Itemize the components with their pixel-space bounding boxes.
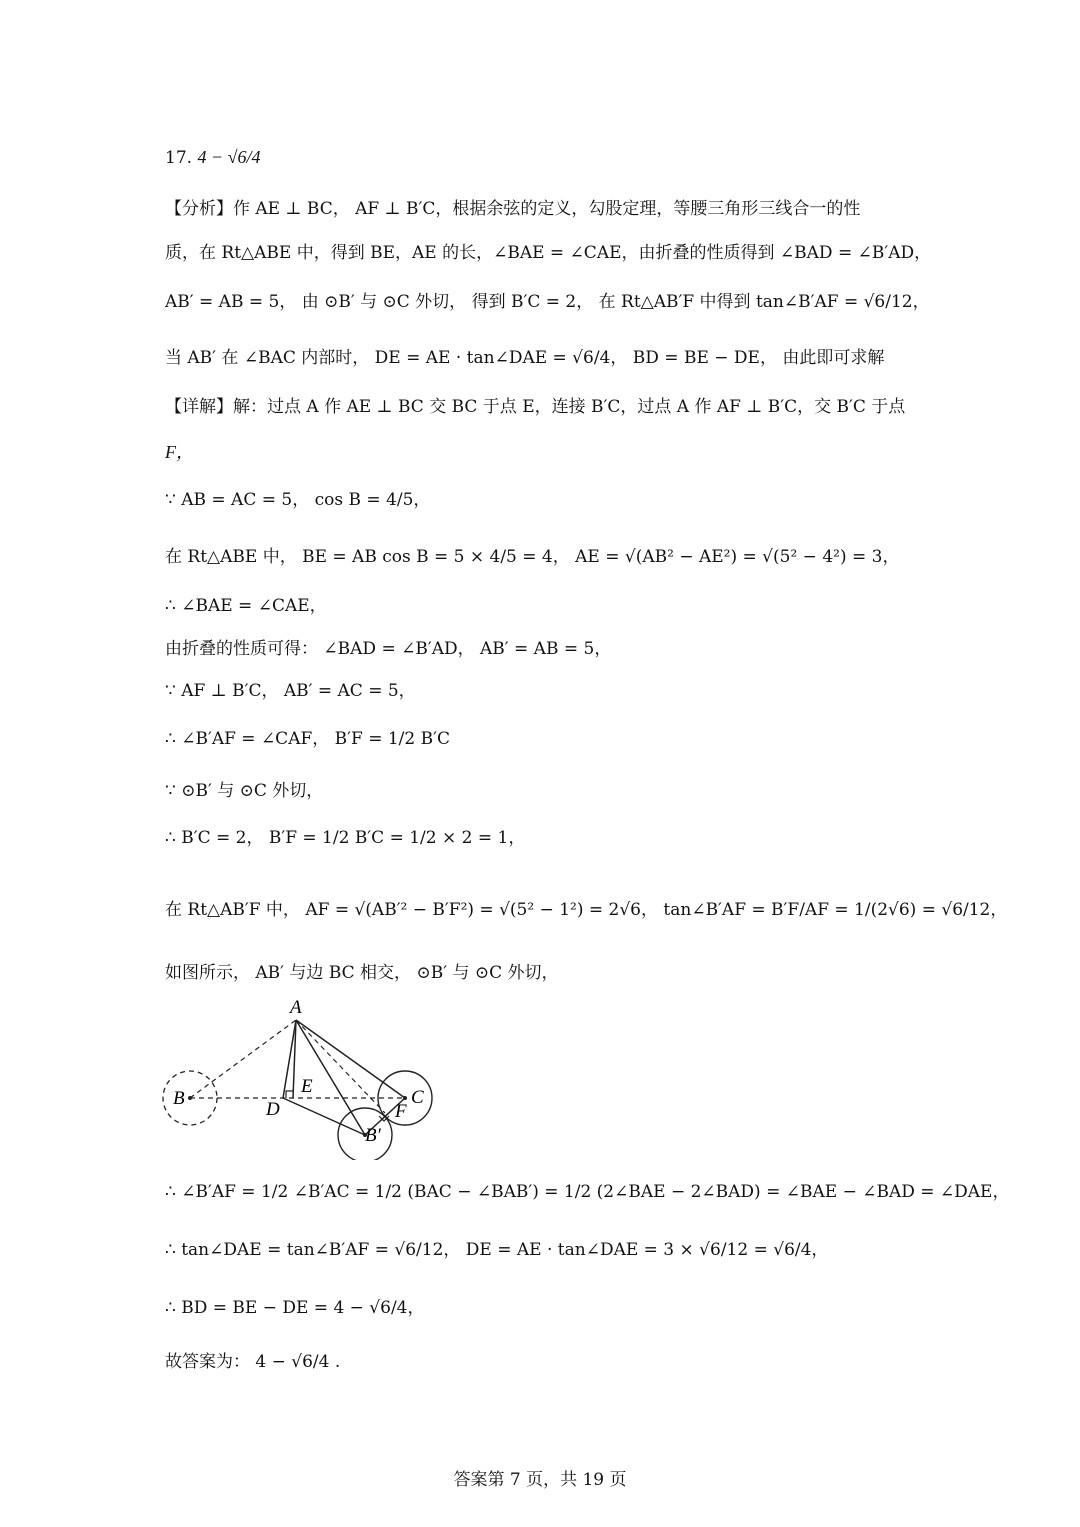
label-e: E [301, 1076, 313, 1097]
line-af [296, 1020, 385, 1113]
label-b: B [173, 1088, 185, 1109]
label-f: F [395, 1101, 407, 1122]
label-bprime: B′ [365, 1125, 381, 1146]
solution-line-7: ∵ AF ⊥ B′C， AB′ = AC = 5， [165, 681, 416, 701]
geometry-figure [155, 995, 455, 1164]
solution-line-10: ∴ B′C = 2， B′F = 1/2 B′C = 1/2 × 2 = 1， [165, 828, 526, 848]
solution-line-6: 由折叠的性质可得： ∠BAD = ∠B′AD， AB′ = AB = 5， [165, 639, 612, 659]
analysis-line-3: AB′ = AB = 5， 由 ⊙B′ 与 ⊙C 外切， 得到 B′C = 2， 在 Rt△AB′F 中得到 tan∠B′AF = √6/12， [165, 292, 930, 312]
solution-line-11: 在 Rt△AB′F 中， AF = √(AB′² − B′F²) = √(5² − 1²) = 2√6， tan∠B′AF = B′F/AF = 1/(2√6) = √6/12， [165, 900, 1008, 920]
solution-line-4: 在 Rt△ABE 中， BE = AB cos B = 5 × 4/5 = 4， AE = √(AB² − AE²) = √(5² − 4²) = 3， [165, 547, 900, 567]
analysis-line-4: 当 AB′ 在 ∠BAC 内部时， DE = AE · tan∠DAE = √6/4， BD = BE − DE， 由此即可求解 [165, 348, 885, 368]
analysis-line-2: 质，在 Rt△ABE 中，得到 BE，AE 的长，∠BAE = ∠CAE，由折叠的性质得到 ∠BAD = ∠B′AD， [165, 243, 932, 263]
label-a: A [290, 997, 302, 1018]
problem-answer: 4 − √6/4 [197, 147, 261, 167]
problem-number: 17. [165, 148, 193, 168]
solution-line-14: ∴ tan∠DAE = tan∠B′AF = √6/12， DE = AE · tan∠DAE = 3 × √6/12 = √6/4， [165, 1240, 829, 1260]
solution-line-12: 如图所示， AB′ 与边 BC 相交， ⊙B′ 与 ⊙C 外切， [165, 963, 559, 983]
point-c [403, 1096, 407, 1100]
line-ab [190, 1020, 296, 1098]
label-d: D [266, 1099, 280, 1120]
label-c: C [411, 1087, 424, 1108]
right-angle-e [286, 1091, 293, 1098]
line-dbprime [283, 1098, 365, 1135]
problem-header [165, 145, 930, 170]
point-b [188, 1096, 192, 1100]
solution-line-1: 【详解】解：过点 A 作 AE ⊥ BC 交 BC 于点 E，连接 B′C，过点 A 作 AF ⊥ B′C，交 B′C 于点 [165, 397, 906, 417]
solution-line-8: ∴ ∠B′AF = ∠CAF， B′F = 1/2 B′C [165, 729, 450, 749]
solution-line-15: ∴ BD = BE − DE = 4 − √6/4， [165, 1298, 425, 1318]
solution-line-3: ∵ AB = AC = 5， cos B = 4/5， [165, 490, 431, 510]
analysis-line-1: 【分析】作 AE ⊥ BC， AF ⊥ B′C，根据余弦的定义，勾股定理，等腰三角形三线合一的性 [165, 199, 861, 219]
solution-line-2: F， [165, 442, 194, 462]
geometry-diagram [155, 995, 455, 1160]
solution-line-13: ∴ ∠B′AF = 1/2 ∠B′AC = 1/2 (BAC − ∠BAB′) = 1/2 (2∠BAE − 2∠BAD) = ∠BAE − ∠BAD = ∠DAE， [165, 1182, 1010, 1202]
solution-line-9: ∵ ⊙B′ 与 ⊙C 外切， [165, 781, 324, 801]
solution-line-16: 故答案为： 4 − √6/4 . [165, 1352, 341, 1372]
solution-line-5: ∴ ∠BAE = ∠CAE， [165, 596, 327, 616]
page-footer: 答案第 7 页，共 19 页 [453, 1470, 627, 1490]
